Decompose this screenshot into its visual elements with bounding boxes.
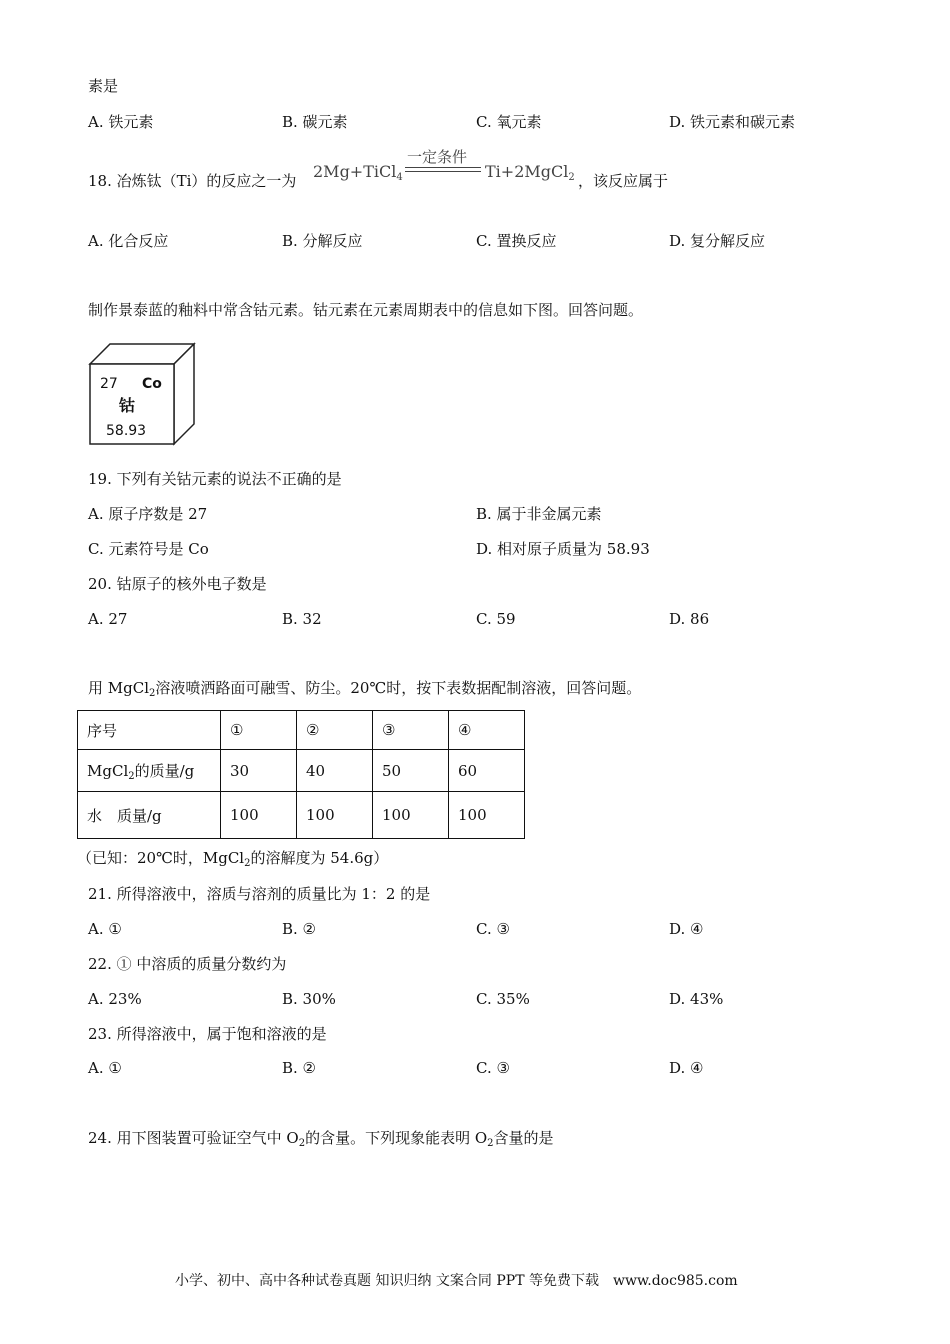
- table-row: [78, 792, 525, 839]
- table-header-cell: ②: [297, 711, 373, 750]
- q20-option-c: C. 59: [476, 610, 516, 628]
- mgcl2-intro: 用 MgCl$_2$溶液喷洒路面可融雪、防尘。20℃时，按下表数据配制溶液，回答问题。: [88, 679, 642, 699]
- q23-option-c: C. ③: [476, 1059, 510, 1077]
- q21-option-a: A. ①: [88, 920, 122, 938]
- q23-option-b: B. ②: [282, 1059, 317, 1077]
- q18-option-a: A. 化合反应: [88, 232, 169, 250]
- table-header-cell: ①: [221, 711, 297, 750]
- q17-option-c: C. 氧元素: [476, 113, 542, 131]
- equation-condition: 一定条件: [407, 148, 468, 166]
- element-atomic-mass: 58.93: [106, 423, 147, 439]
- q23-option-d: D. ④: [669, 1059, 704, 1077]
- table-header-cell: ④: [449, 711, 525, 750]
- q22-option-a: A. 23%: [88, 990, 142, 1008]
- table-cell: 100: [221, 792, 297, 839]
- equation-equals-bar-bottom: [405, 171, 481, 172]
- q17-option-a: A. 铁元素: [88, 113, 154, 131]
- q19-stem: 19. 下列有关钴元素的说法不正确的是: [88, 470, 342, 488]
- q22-option-c: C. 35%: [476, 990, 530, 1008]
- q18-option-d: D. 复分解反应: [669, 232, 766, 250]
- table-row-label: 水 质量/g: [78, 792, 221, 839]
- table-row-label: MgCl$_2$的质量/g: [78, 750, 221, 792]
- table-header-cell: ③: [373, 711, 449, 750]
- table-cell: 100: [373, 792, 449, 839]
- q18-stem-prefix: 18. 冶炼钛（Ti）的反应之一为: [88, 172, 297, 190]
- element-symbol: Co: [142, 376, 162, 392]
- q22-option-d: D. 43%: [669, 990, 724, 1008]
- q17-option-d: D. 铁元素和碳元素: [669, 113, 796, 131]
- element-card-frame: [88, 340, 198, 448]
- question-fragment: 素是: [88, 77, 119, 95]
- element-atomic-number: 27: [100, 376, 118, 392]
- q18-option-c: C. 置换反应: [476, 232, 557, 250]
- page-footer: 小学、初中、高中各种试卷真题 知识归纳 文案合同 PPT 等免费下载 www.doc985.com: [175, 1273, 738, 1289]
- table-cell: 40: [297, 750, 373, 792]
- equation-products: Ti+2MgCl$_2$: [485, 162, 575, 183]
- q22-option-b: B. 30%: [282, 990, 336, 1008]
- q24-stem: 24. 用下图装置可验证空气中 $O_2$的含量。下列现象能表明 $O_2$含量的是: [88, 1129, 554, 1149]
- q20-option-a: A. 27: [88, 610, 128, 628]
- element-name: 钴: [119, 396, 136, 415]
- q19-option-a: A. 原子序数是 27: [88, 505, 208, 523]
- q23-option-a: A. ①: [88, 1059, 122, 1077]
- q19-option-c: C. 元素符号是 Co: [88, 540, 209, 558]
- table-cell: 30: [221, 750, 297, 792]
- q23-stem: 23. 所得溶液中，属于饱和溶液的是: [88, 1025, 327, 1043]
- cobalt-intro: 制作景泰蓝的釉料中常含钴元素。钴元素在元素周期表中的信息如下图。回答问题。: [88, 301, 644, 319]
- table-cell: 100: [297, 792, 373, 839]
- q18-stem-suffix: ，该反应属于: [578, 172, 669, 190]
- q22-stem: 22. ① 中溶质的质量分数约为: [88, 955, 287, 973]
- equation-reactants: 2Mg+TiCl$_4$: [313, 162, 403, 183]
- table-cell: 50: [373, 750, 449, 792]
- q21-option-b: B. ②: [282, 920, 317, 938]
- table-cell: 100: [449, 792, 525, 839]
- element-card-cobalt: [88, 340, 198, 448]
- table-header-cell: 序号: [78, 711, 221, 750]
- table-cell: 60: [449, 750, 525, 792]
- solution-table: [77, 710, 525, 839]
- q19-option-b: B. 属于非金属元素: [476, 505, 602, 523]
- q20-option-d: D. 86: [669, 610, 710, 628]
- q17-option-b: B. 碳元素: [282, 113, 348, 131]
- q21-option-d: D. ④: [669, 920, 704, 938]
- equation-equals-bar-top: [405, 167, 481, 168]
- q18-option-b: B. 分解反应: [282, 232, 363, 250]
- q21-stem: 21. 所得溶液中，溶质与溶剂的质量比为 1：2 的是: [88, 885, 431, 903]
- table-row: [78, 750, 525, 792]
- solubility-note: （已知：20℃时，MgCl$_2$的溶解度为 54.6g）: [77, 849, 389, 869]
- q21-option-c: C. ③: [476, 920, 510, 938]
- q19-option-d: D. 相对原子质量为 58.93: [476, 540, 650, 558]
- table-header-row: [78, 711, 525, 750]
- q20-option-b: B. 32: [282, 610, 322, 628]
- q20-stem: 20. 钴原子的核外电子数是: [88, 575, 267, 593]
